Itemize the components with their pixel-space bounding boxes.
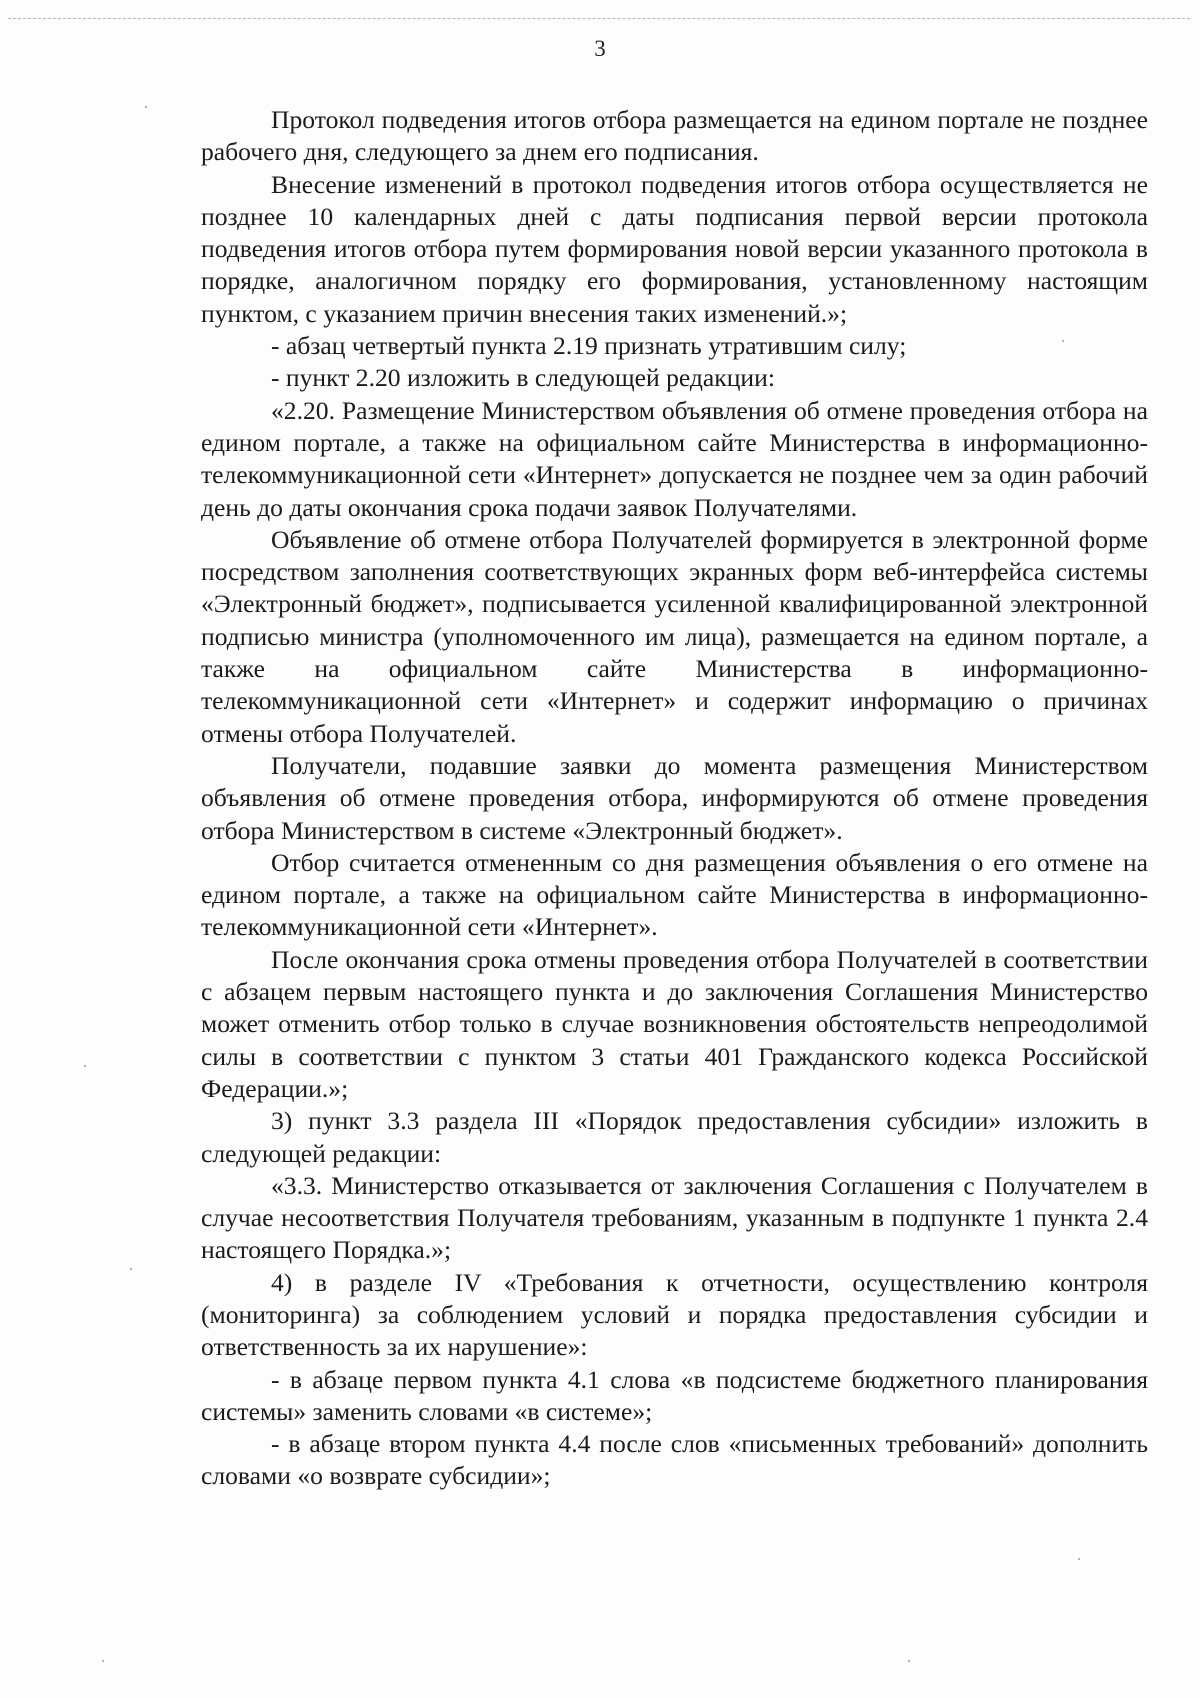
scan-speck xyxy=(130,1268,132,1270)
page-number: 3 xyxy=(594,36,606,61)
paragraph: - в абзаце первом пункта 4.1 слова «в подсистеме бюджетного планирования системы» заменить словами «в системе»; xyxy=(201,1364,1148,1426)
document-body xyxy=(201,104,1148,1493)
scan-speck xyxy=(908,1660,910,1662)
paragraph: Получатели, подавшие заявки до момента размещения Министерством объявления об отмене проведения отбора, информируются об отмене проведения отбора Министерством в системе «Электронный бюджет». xyxy=(201,750,1148,845)
scan-edge-line xyxy=(8,18,1190,19)
paragraph: «3.3. Министерство отказывается от заключения Соглашения с Получателем в случае несоответствия Получателя требованиям, указанным в подпункте 1 пункта 2.4 настоящего Порядка.»; xyxy=(201,1170,1148,1265)
paragraph: - в абзаце втором пункта 4.4 после слов «письменных требований» дополнить словами «о возврате субсидии»; xyxy=(201,1429,1148,1491)
paragraph: - пункт 2.20 изложить в следующей редакции: xyxy=(271,363,775,393)
scan-speck xyxy=(102,1660,104,1662)
paragraph: 3) пункт 3.3 раздела III «Порядок предоставления субсидии» изложить в следующей редакции: xyxy=(201,1106,1148,1168)
scan-speck xyxy=(1078,1558,1080,1560)
scan-speck xyxy=(84,1065,86,1067)
paragraph: После окончания срока отмены проведения отбора Получателей в соответствии с абзацем первым настоящего пункта и до заключения Соглашения Министерство может отменить отбор только в случае возникновения обстоятельств непреодолимой силы в соответствии с пунктом 3 статьи 401 Гражданского кодекса Российской Федерации.»; xyxy=(201,944,1148,1103)
scan-speck xyxy=(145,106,147,108)
paragraph: Внесение изменений в протокол подведения итогов отбора осуществляется не позднее 10 календарных дней с даты подписания первой версии протокола подведения итогов отбора путем формирования новой версии указанного протокола в порядке, аналогичном порядку его формирования, установленному настоящим пунктом, с указанием причин внесения таких изменений.»; xyxy=(201,169,1148,328)
paragraph: 4) в разделе IV «Требования к отчетности, осуществлению контроля (мониторинга) за соблюдением условий и порядка предоставления субсидии и ответственность за их нарушение»: xyxy=(201,1267,1148,1362)
paragraph: - абзац четвертый пункта 2.19 признать утратившим силу; xyxy=(271,331,907,361)
paragraph: Отбор считается отмененным со дня размещения объявления о его отмене на едином портале, а также на официальном сайте Министерства в информационно-телекоммуникационной сети «Интернет». xyxy=(201,847,1148,942)
paragraph: Объявление об отмене отбора Получателей формируется в электронной форме посредством заполнения соответствующих экранных форм веб-интерфейса системы «Электронный бюджет», подписывается усиленной квалифицированной электронной подписью министра (уполномоченного им лица), размещается на едином портале, а также на официальном сайте Министерства в информационно-телекоммуникационной сети «Интернет» и содержит информацию о причинах отмены отбора Получателей. xyxy=(201,524,1148,748)
scan-speck xyxy=(1062,340,1064,342)
paragraph: «2.20. Размещение Министерством объявления об отмене проведения отбора на едином портале, а также на официальном сайте Министерства в информационно-телекоммуникационной сети «Интернет» допускается не позднее чем за один рабочий день до даты окончания срока подачи заявок Получателями. xyxy=(201,395,1148,522)
paragraph: Протокол подведения итогов отбора размещается на едином портале не позднее рабочего дня, следующего за днем его подписания. xyxy=(201,105,1148,167)
